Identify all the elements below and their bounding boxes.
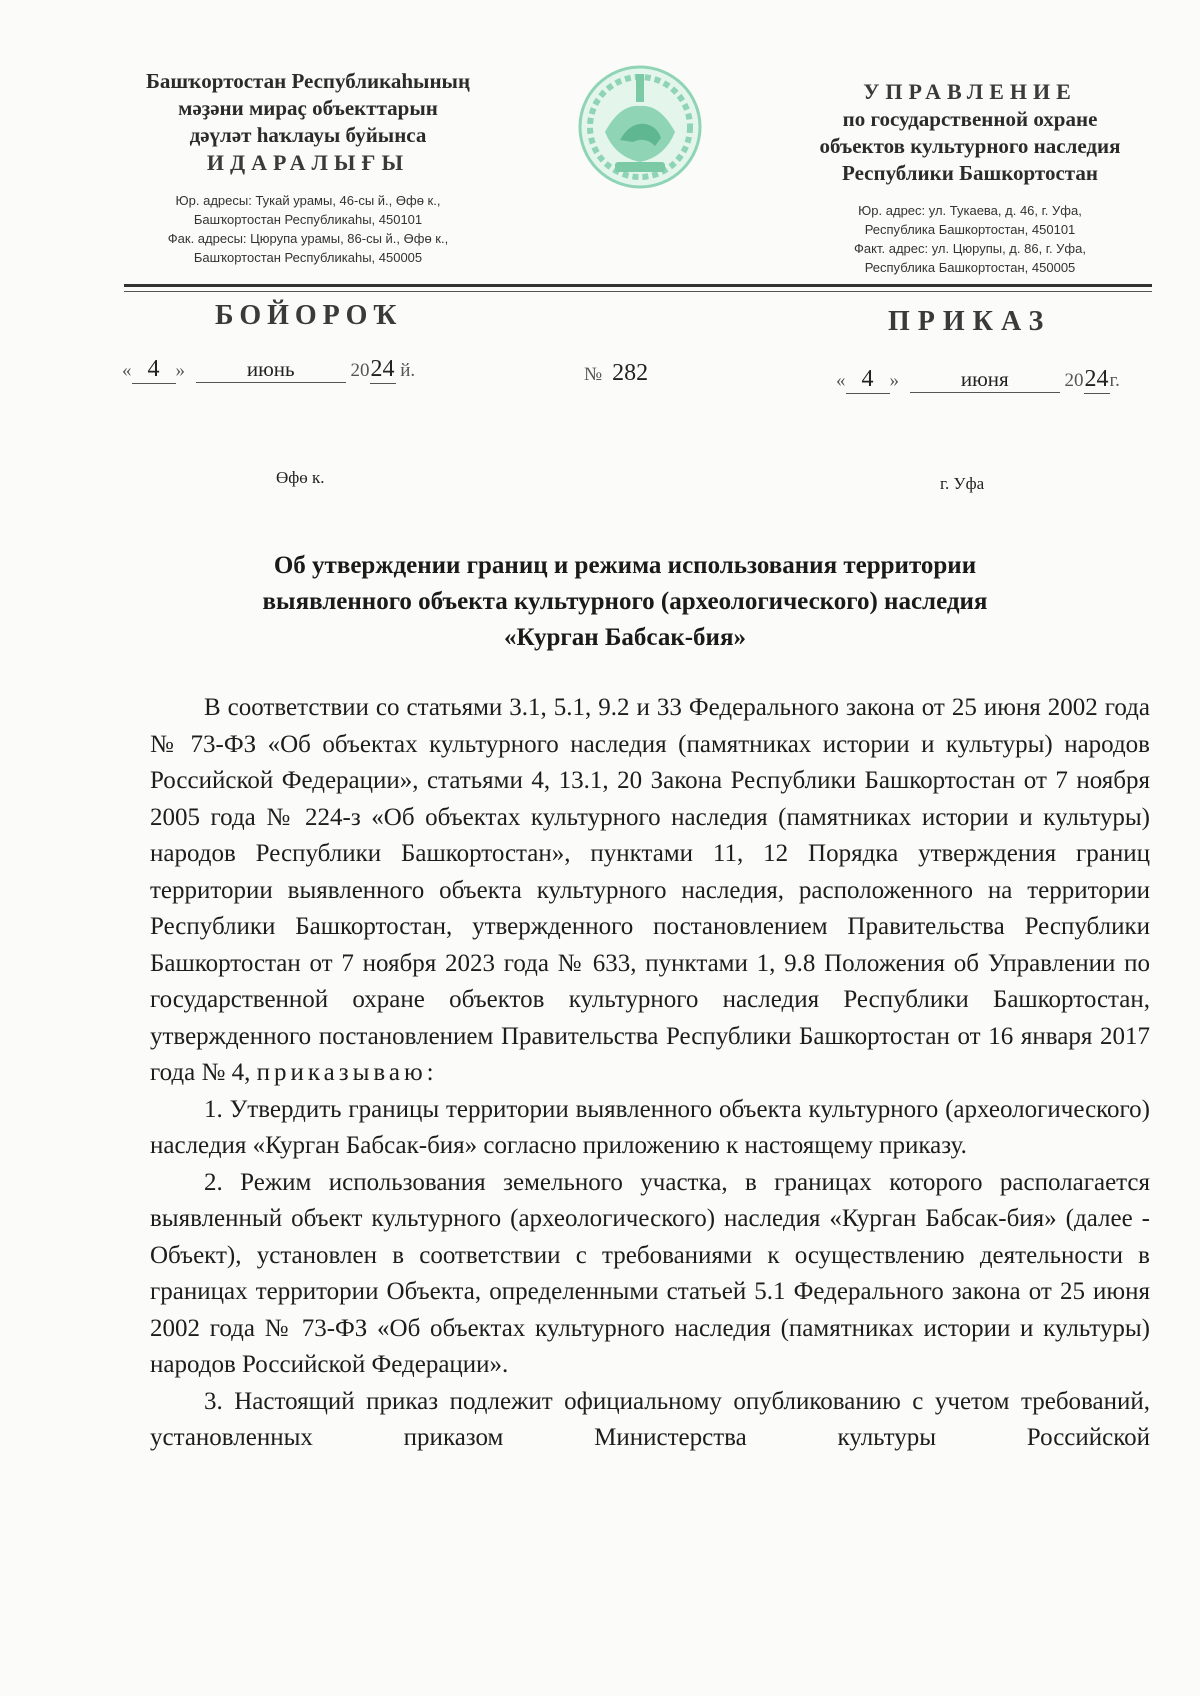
order-date-bashkir [122,356,415,384]
date-year-prefix: 20 [350,360,370,381]
date-unit: г. [1109,370,1120,391]
subject-line: Об утверждении границ и режима использования территории [273,552,977,579]
address-block [118,191,498,267]
header-divider-thin [124,291,1152,292]
date-day-field [132,356,176,384]
subject-line: выявленного объекта культурного (археологического) наследия [262,588,988,615]
address-line: Башҡортостан Республикаһы, 450101 [193,212,423,227]
order-body [150,690,1150,1457]
org-name-line: Республики Башкортостан [842,161,1098,185]
order-date-russian [836,366,1120,394]
order-item: 3. Настоящий приказ подлежит официальному опубликованию с учетом требований, установленных приказом Министерства культуры Российской [150,1387,1150,1451]
address-line: Башҡортостан Республикаһы, 450005 [193,250,423,265]
date-day: 4 [861,366,874,392]
address-block [790,201,1150,277]
date-day-field [846,366,890,394]
header-left-bashkir [118,68,498,267]
address-line: Юр. адрес: ул. Тукаева, д. 46, г. Уфа, [858,203,1082,218]
address-line: Юр. адресы: Тукай урамы, 46-сы й., Өфө к., [175,193,441,208]
date-month-field [196,357,346,383]
quote-close: » [175,360,185,381]
number-label: № [584,364,603,385]
order-word: приказываю: [256,1059,438,1086]
order-title-bashkir: БОЙОРОҠ [215,300,403,331]
address-line: Республика Башкортостан, 450005 [864,260,1076,275]
order-item: 2. Режим использования земельного участка, в границах которого располагается выявленный объект культурного (археологического) наследия «Курган Бабсак-бия» (далее - Объект), установлен в соответствии с требованиями к осуществлению деятельности в границах территории Объекта, определенными статьей 5.1 Федерального закона от 25 июня 2002 года № 73-ФЗ «Об объектах культурного наследия (памятниках истории и культуры) народов Российской Федерации». [150,1168,1150,1378]
org-name-line: по государственной охране [842,107,1098,131]
number-value: 282 [612,360,649,386]
address-line: Фак. адресы: Цюрупа урамы, 86-сы й., Өфө к., [167,231,449,246]
date-year-suffix: 24 [1084,366,1109,392]
address-line: Республика Башкортостан, 450101 [864,222,1076,237]
date-month-field [910,367,1060,393]
org-name-line: мәҙәни мираҫ объекттарын [178,96,438,120]
quote-close: » [889,370,899,391]
org-name-caps: ИДАРАЛЫҒЫ [206,150,410,175]
order-item: 1. Утвердить границы территории выявленного объекта культурного (археологического) наследия «Курган Бабсак-бия» согласно приложению к настоящему приказу. [150,1095,1150,1159]
address-line: Факт. адрес: ул. Цюрупы, д. 86, г. Уфа, [854,241,1086,256]
preamble-paragraph [150,690,1150,1092]
quote-open: « [122,360,132,381]
date-month: июнь [246,357,295,381]
city-russian: г. Уфа [940,474,985,493]
order-title-russian: ПРИКАЗ [888,306,1052,337]
order-subject [200,548,1050,656]
date-year-suffix: 24 [370,356,395,382]
subject-line: «Курган Бабсак-бия» [503,624,746,651]
bashkortostan-coat-of-arms-icon [575,62,705,192]
org-name-line: объектов культурного наследия [819,134,1121,158]
org-name-line: дәүләт һаҡлауы буйынса [189,123,427,147]
city-bashkir: Өфө к. [276,468,325,487]
date-month: июня [960,367,1009,391]
header-right-russian [790,78,1150,277]
date-year-prefix: 20 [1064,370,1084,391]
order-number [584,360,648,387]
org-name-line: Башҡортостан Республикаһының [145,69,471,93]
header-divider [124,284,1152,287]
quote-open: « [836,370,846,391]
date-year-field [1084,366,1110,394]
org-name-caps: УПРАВЛЕНИЕ [863,79,1077,104]
date-year-field [370,356,396,384]
date-day: 4 [147,356,160,382]
date-unit: й. [400,360,416,381]
preamble-text: В соответствии со статьями 3.1, 5.1, 9.2 и 33 Федерального закона от 25 июня 2002 года № 73-ФЗ «Об объектах культурного наследия (памятниках истории и культуры) народов Российской Федерации», статьями 4, 13.1, 20 Закона Республики Башкортостан от 7 ноября 2005 года № 224-з «Об объектах культурного наследия (памятниках истории и культуры) народов Республики Башкортостан», пунктами 11, 12 Порядка утверждения границ территории выявленного объекта культурного наследия, расположенного на территории Республики Башкортостан, утвержденного постановлением Правительства Республики Башкортостан от 7 ноября 2023 года № 633, пунктами 1, 9.8 Положения об Управлении по государственной охране объектов культурного наследия Республики Башкортостан, утвержденного постановлением Правительства Республики Башкортостан от 16 января 2017 года № 4, [150,694,1150,1086]
